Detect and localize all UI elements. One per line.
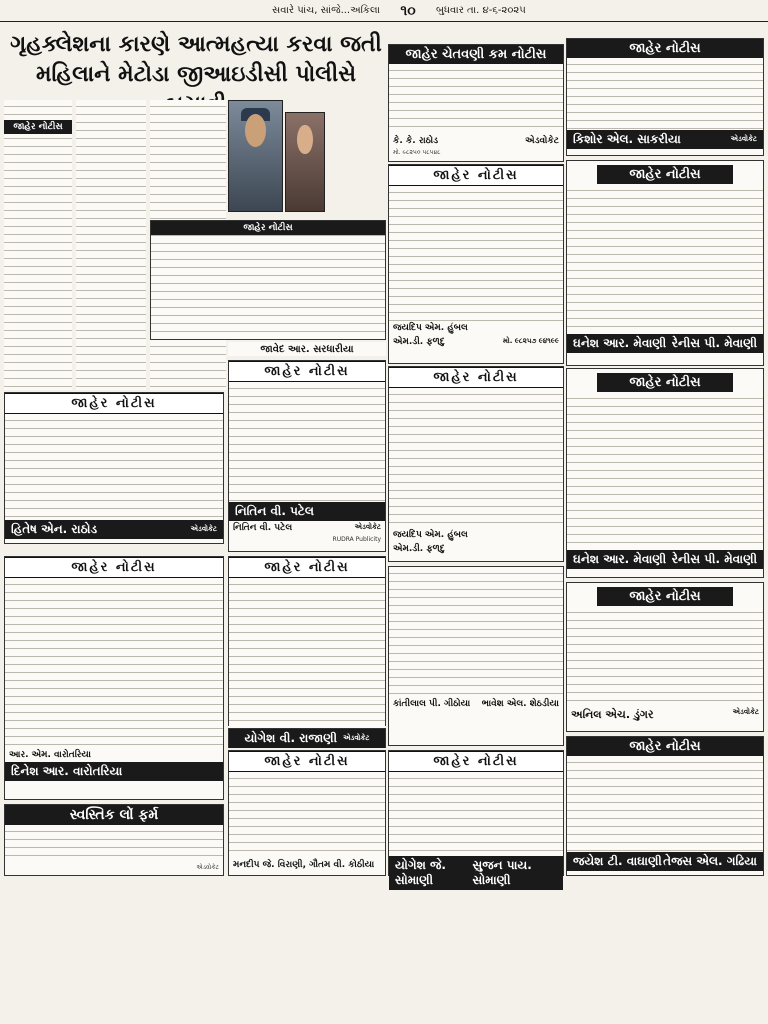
notice-n4-title: જાહેર નોટીસ	[389, 367, 563, 388]
n1-sig-2: એમ.ડી. ફળદુ	[393, 337, 445, 347]
yogesh-name: યોગેશ વી. રાજાણી	[244, 731, 338, 745]
topright-sig-name: કિશોર એલ. સાકરીયા	[573, 132, 681, 146]
sardhara-signature: જાવેદ આર. સરધારીયા	[228, 342, 386, 356]
notice-jamnagar-title: જાહેર નોટીસ	[567, 737, 763, 756]
n1-phone: મો. ૯૮૨૫૭ ૯૪૧૯૯	[503, 337, 559, 345]
notice-revenue	[388, 750, 564, 887]
topright-sig-role: એડવોકેટ	[730, 135, 757, 143]
sale-sig-2: દિનેશ આર. વારોતરિયા	[11, 764, 123, 778]
chetavni-sig-role: એડવોકેટ	[525, 136, 559, 146]
notice-revenue-title: જાહેર નોટીસ	[389, 751, 563, 772]
sale-sig-1: આર. એમ. વારોતરિયા	[9, 750, 91, 760]
masthead-date: બુધવાર તા. ૪-૬-૨૦૨૫	[436, 5, 526, 16]
news-subheading: જાહેર નોટીસ	[4, 120, 72, 134]
headline-line-2: મહિલાને મેટોડા જીઆઇડીસી પોલીસે	[35, 62, 357, 87]
headline-line-1: ગૃહક્લેશના કારણે આત્મહત્યા કરવા જતી	[10, 32, 382, 57]
revenue-sig-2: સુજન પાય. સોમાણી	[472, 858, 532, 887]
notice-n1	[388, 164, 564, 364]
n1-sig-1: જયદિપ એમ. હુંબલ	[393, 323, 468, 333]
notice-n4	[388, 366, 564, 562]
swastik-role: એડવોકેટ	[196, 864, 219, 871]
n5-sig-2: રેનીસ પી. મેવાણી	[671, 552, 757, 566]
mid2-sig: મનદીપ જે. વિરાણી, ગૌતમ વી. કોઠીયા	[233, 860, 375, 870]
left1-sig-role: એડવોકેટ	[190, 525, 217, 533]
notice-n6	[566, 582, 764, 732]
yogesh-role: એડવોકેટ	[343, 734, 370, 742]
news-column-2	[76, 100, 146, 390]
headline	[6, 30, 386, 96]
yogesh-band	[228, 728, 386, 748]
n2-sig-1: ઘનેશ આર. મેવાણી	[573, 336, 667, 350]
notice-n3-title: જાહેર નોટીસ	[229, 557, 385, 578]
notice-n6-title: જાહેર નોટીસ	[597, 587, 733, 606]
jamnagar-sig-1: જયેશ ટી. વાઘાણી	[573, 854, 662, 868]
notice-kantilal	[388, 566, 564, 746]
notice-mid2-title: જાહેર નોટીસ	[229, 751, 385, 772]
kantilal-sig-2: ભાવેશ એલ. શેઠડીયા	[481, 699, 559, 709]
notice-sale	[4, 556, 224, 800]
mid1-sig-2: નિતિન વી. પટેલ	[233, 523, 293, 533]
n4-sig-2: એમ.ડી. ફળદુ	[393, 544, 445, 554]
notice-topright-title: જાહેર નોટીસ	[567, 39, 763, 58]
mid1-sig-1: નિતિન વી. પટેલ	[235, 504, 314, 518]
revenue-sig-1: યોગેશ જે. સોમાણી	[395, 858, 446, 887]
n2-sig-2: રેનીસ પી. મેવાણી	[671, 336, 757, 350]
n6-sig-2: એડવોકેટ	[732, 708, 759, 716]
notice-n5	[566, 368, 764, 578]
notice-n2	[566, 160, 764, 366]
notice-topright	[566, 38, 764, 156]
notice-n1-title: જાહેર નોટીસ	[389, 165, 563, 186]
kantilal-sig-1: કાંતીલાલ પી. ગીઠોયા	[393, 699, 471, 709]
notice-mid2	[228, 750, 386, 876]
notice-n2-title: જાહેર નોટીસ	[597, 165, 733, 184]
police-officer-photo	[228, 100, 283, 212]
n4-sig-1: જયદિપ એમ. હુંબલ	[393, 530, 468, 540]
notice-metoda	[150, 220, 386, 340]
page-number: ૧૦	[400, 2, 416, 19]
notice-jamnagar	[566, 736, 764, 876]
jamnagar-sig-2: તેજસ એલ. ગઢિયા	[663, 854, 757, 868]
notice-mid1-title: જાહેર નોટીસ	[229, 361, 385, 382]
notice-swastik	[4, 804, 224, 876]
mid1-role: એડવોકેટ	[354, 523, 381, 531]
notice-left1	[4, 392, 224, 544]
notice-chetavni	[388, 44, 564, 162]
notice-n3	[228, 556, 386, 726]
notice-left1-title: જાહેર નોટીસ	[5, 393, 223, 414]
notice-chetavni-title: જાહેર ચેતવણી કમ નોટીસ	[389, 45, 563, 64]
swastik-title: સ્વસ્તિક લોં ફર્મ	[69, 807, 159, 823]
notice-n5-title: જાહેર નોટીસ	[597, 373, 733, 392]
notice-metoda-title: જાહેર નોટીસ	[151, 221, 385, 235]
notice-mid1	[228, 360, 386, 552]
chetavni-phone: મો. ૯૮૨૫૦ ૫૮૫૪૮	[393, 149, 441, 156]
n6-sig-1: અનિલ એચ. ડુંગર	[571, 708, 654, 721]
left1-sig-name: હિતેષ એન. રાઠોડ	[11, 522, 98, 536]
n5-sig-1: ઘનેશ આર. મેવાણી	[573, 552, 667, 566]
masthead	[0, 0, 768, 22]
chetavni-sig-name: કે. કે. રાઠોડ	[393, 136, 439, 146]
masthead-left: સવારે પાંચ, સાંજે...અકિલા	[272, 5, 380, 16]
rudra-credit: RUDRA Publicity	[332, 536, 381, 543]
woman-photo	[285, 112, 325, 212]
news-column-1	[4, 100, 72, 390]
notice-sale-title: જાહેર નોટીસ	[5, 557, 223, 578]
